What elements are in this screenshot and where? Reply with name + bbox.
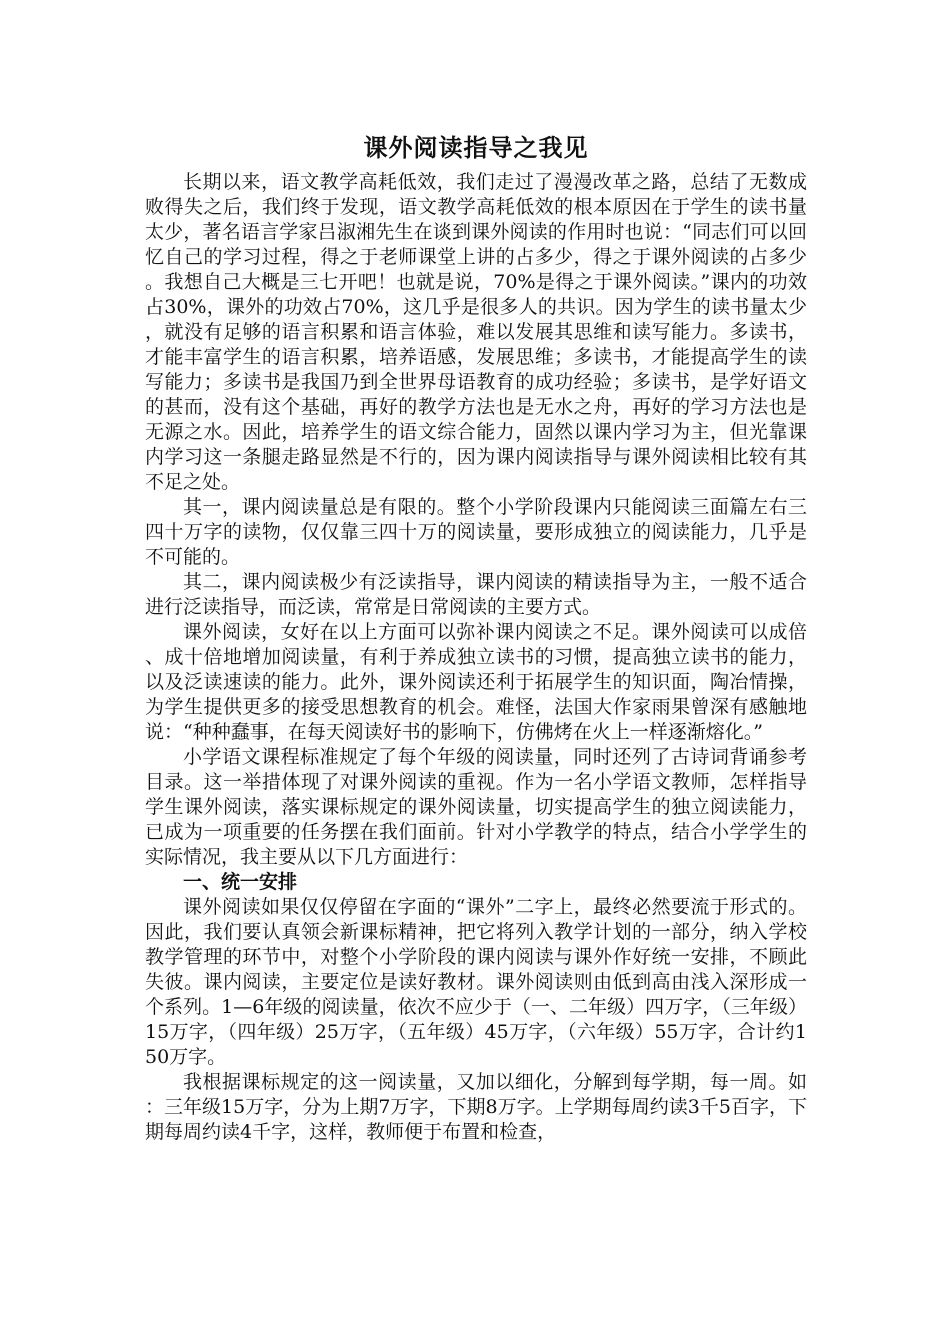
section1-paragraph: 我根据课标规定的这一阅读量，又加以细化，分解到每学期，每一周。如：三年级15万字，分为上期7万字，下期8万字。上学期每周约读3千5百字，下期每周约读4千字，这样，教师便于布置和检查，: [145, 1071, 807, 1143]
extracurricular-benefit-paragraph: 课外阅读，女好在以上方面可以弥补课内阅读之不足。课外阅读可以成倍、成十倍地增加阅读量，有利于养成独立读书的习惯，提高独立读书的能力，以及泛读速读的能力。此外，课外阅读还利于拓展学生的知识面，陶冶情操，为学生提供更多的接受思想教育的机会。难怪，法国大作家雨果曾深有感触地说：“种种蠢事，在每天阅读好书的影响下，仿佛烤在火上一样逐渐熔化。”: [145, 621, 807, 743]
section1-paragraph: 课外阅读如果仅仅停留在字面的“课外”二字上，最终必然要流于形式的。因此，我们要认真领会新课标精神，把它将列入教学计划的一部分，纳入学校教学管理的环节中，对整个小学阶段的课内阅读与课外作好统一安排，不顾此失彼。课内阅读，主要定位是读好教材。课外阅读则由低到高由浅入深形成一个系列。1—6年级的阅读量，依次不应少于（一、二年级）四万字，（三年级）15万字，（四年级）25万字，（五年级）45万字，（六年级）55万字，合计约150万字。: [145, 896, 807, 1068]
point-one-paragraph: 其一，课内阅读量总是有限的。整个小学阶段课内只能阅读三面篇左右三四十万字的读物，仅仅靠三四十万的阅读量，要形成独立的阅读能力，几乎是不可能的。: [145, 496, 807, 568]
document-title: 课外阅读指导之我见: [363, 134, 589, 162]
section-heading-unified-arrangement: 一、统一安排: [183, 871, 298, 893]
point-two-paragraph: 其二，课内阅读极少有泛读指导，课内阅读的精读指导为主，一般不适合进行泛读指导，而泛读，常常是日常阅读的主要方式。: [145, 571, 807, 618]
document-body: [145, 130, 807, 1145]
intro-paragraph: 长期以来，语文教学高耗低效，我们走过了漫漫改革之路，总结了无数成败得失之后，我们终于发现，语文教学高耗低效的根本原因在于学生的读书量太少，著名语言学家吕淑湘先生在谈到课外阅读的作用时也说：“同志们可以回忆自己的学习过程，得之于老师课堂上讲的占多少，得之于课外阅读的占多少。我想自己大概是三七开吧！也就是说，70%是得之于课外阅读。”课内的功效占30%，课外的功效占70%，这几乎是很多人的共识。因为学生的读书量太少，就没有足够的语言积累和语言体验，难以发展其思维和读写能力。多读书，才能丰富学生的语言积累，培养语感，发展思维；多读书，才能提高学生的读写能力；多读书是我国乃到全世界母语教育的成功经验；多读书，是学好语文的甚而，没有这个基础，再好的教学方法也是无水之舟，再好的学习方法也是无源之水。因此，培养学生的语文综合能力，固然以课内学习为主，但光靠课内学习这一条腿走路显然是不行的，因为课内阅读指导与课外阅读相比较有其不足之处。: [145, 171, 807, 493]
curriculum-standard-paragraph: 小学语文课程标准规定了每个年级的阅读量，同时还列了古诗词背诵参考目录。这一举措体现了对课外阅读的重视。作为一名小学语文教师，怎样指导学生课外阅读，落实课标规定的课外阅读量，切实提高学生的独立阅读能力，已成为一项重要的任务摆在我们面前。针对小学教学的特点，结合小学学生的实际情况，我主要从以下几方面进行：: [145, 746, 807, 868]
